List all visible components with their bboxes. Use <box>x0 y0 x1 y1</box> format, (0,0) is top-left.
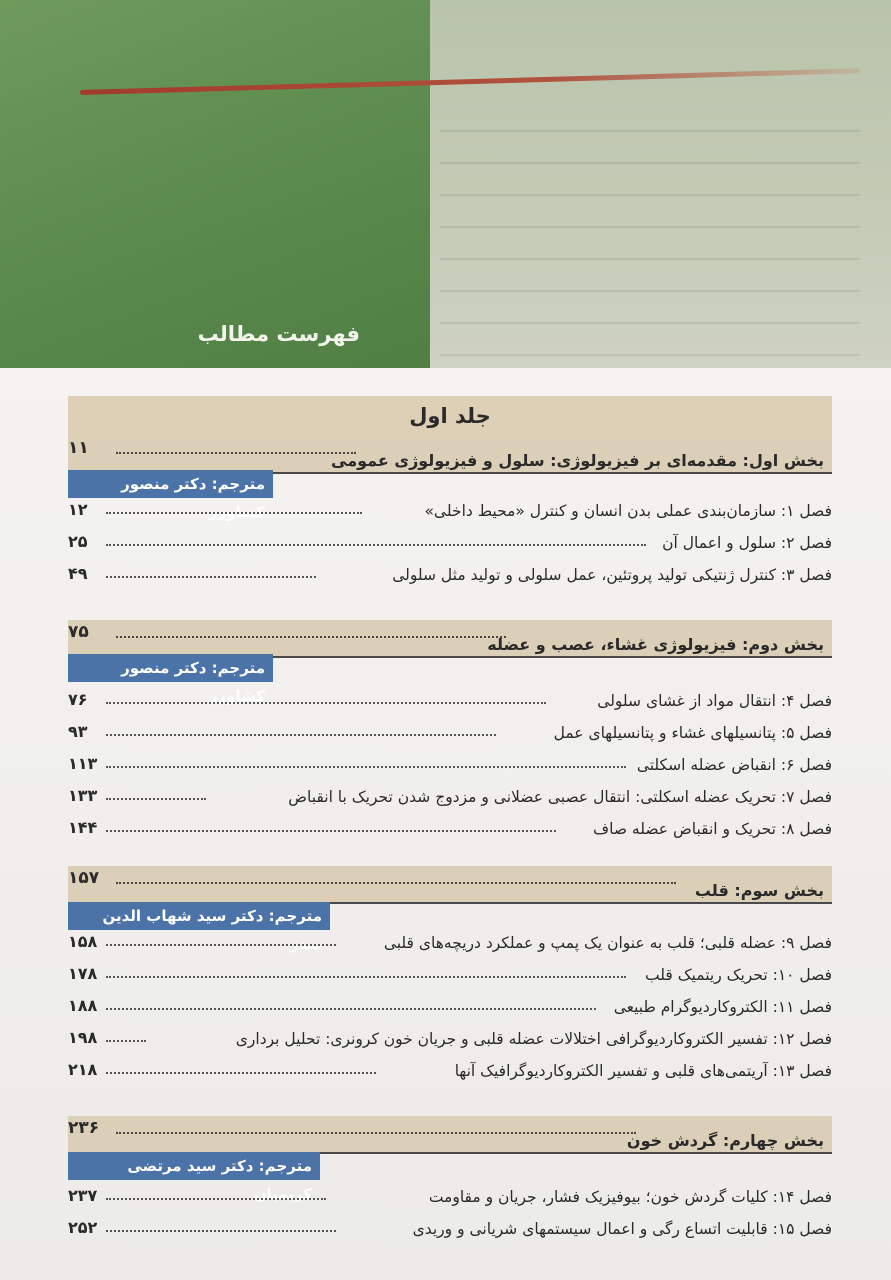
chapter-title: فصل ۱۱: الکتروکاردیوگرام طبیعی <box>613 998 832 1016</box>
dot-leader <box>106 576 316 578</box>
chapter-row[interactable] <box>68 1218 832 1246</box>
chapter-title: فصل ۶: انقباض عضله اسکلتی <box>636 756 832 774</box>
chapter-title: فصل ۱۳: آریتمی‌های قلبی و تفسیر الکتروکاردیوگرافیک آنها <box>454 1062 832 1080</box>
section-page-number: ۱۵۷ <box>68 868 100 888</box>
dot-leader <box>106 1040 146 1042</box>
dot-leader <box>116 636 506 638</box>
chapter-page-number: ۷۶ <box>68 690 88 709</box>
dot-leader <box>106 544 646 546</box>
chapter-page-number: ۱۹۸ <box>68 1028 98 1047</box>
chapter-page-number: ۱۷۸ <box>68 964 98 983</box>
section-page-number: ۱۱ <box>68 438 89 458</box>
chapter-page-number: ۲۵ <box>68 532 88 551</box>
dot-leader <box>106 702 546 704</box>
chapter-page-number: ۱۳۳ <box>68 786 98 805</box>
chapter-page-number: ۱۲ <box>68 500 88 519</box>
dot-leader <box>116 452 356 454</box>
chapter-row[interactable] <box>68 690 832 718</box>
chapter-row[interactable] <box>68 1186 832 1214</box>
dot-leader <box>106 944 336 946</box>
chapter-row[interactable] <box>68 1028 832 1056</box>
chapter-page-number: ۱۱۳ <box>68 754 98 773</box>
chapter-title: فصل ۵: پتانسیلهای غشاء و پتانسیلهای عمل <box>553 724 832 742</box>
chapter-title: فصل ۱۵: قابلیت اتساع رگی و اعمال سیستمهای شریانی و وریدی <box>412 1220 832 1238</box>
cover-green-panel <box>0 0 430 372</box>
section-header <box>68 620 832 658</box>
dot-leader <box>116 1132 636 1134</box>
toc-heading: فهرست مطالب <box>197 322 360 346</box>
chapter-title: فصل ۴: انتقال مواد از غشای سلولی <box>597 692 832 710</box>
dot-leader <box>106 1008 596 1010</box>
volume-title: جلد اول <box>68 396 832 436</box>
chapter-title: فصل ۳: کنترل ژنتیکی تولید پروتئین، عمل سلولی و تولید مثل سلولی <box>392 566 832 584</box>
section-title: بخش چهارم: گردش خون <box>626 1131 824 1150</box>
chapter-title: فصل ۱۴: کلیات گردش خون؛ بیوفیزیک فشار، جریان و مقاومت <box>428 1188 832 1206</box>
dot-leader <box>106 1072 376 1074</box>
dot-leader <box>106 1230 336 1232</box>
section-header <box>68 1116 832 1154</box>
chapter-page-number: ۴۹ <box>68 564 88 583</box>
translator-label: مترجم: دکتر منصور کشاورز <box>68 654 273 682</box>
chapter-title: فصل ۹: عضله قلبی؛ قلب به عنوان یک پمپ و عملکرد دریچه‌های قلبی <box>383 934 832 952</box>
chapter-title: فصل ۲: سلول و اعمال آن <box>662 534 832 552</box>
chapter-page-number: ۲۱۸ <box>68 1060 98 1079</box>
section-page-number: ۲۳۶ <box>68 1118 100 1138</box>
translator-label: مترجم: دکتر سید مرتضی کریمیان <box>68 1152 320 1180</box>
chapter-row[interactable] <box>68 964 832 992</box>
chapter-row[interactable] <box>68 786 832 814</box>
chapter-page-number: ۱۸۸ <box>68 996 98 1015</box>
chapter-page-number: ۱۵۸ <box>68 932 98 951</box>
chapter-title: فصل ۱: سازمان‌بندی عملی بدن انسان و کنترل «محیط داخلی» <box>424 502 832 520</box>
section-header <box>68 436 832 474</box>
section-title: بخش اول: مقدمه‌ای بر فیزیولوژی: سلول و فیزیولوژی عمومی <box>331 451 824 470</box>
chapter-row[interactable] <box>68 500 832 528</box>
chapter-row[interactable] <box>68 722 832 750</box>
dot-leader <box>116 882 676 884</box>
chapter-title: فصل ۱۰: تحریک ریتمیک قلب <box>645 966 832 984</box>
chapter-row[interactable] <box>68 1060 832 1088</box>
chapter-page-number: ۹۳ <box>68 722 88 741</box>
translator-label: مترجم: دکتر سید شهاب الدین صدر <box>68 902 330 930</box>
chapter-title: فصل ۱۲: تفسیر الکتروکاردیوگرافی اختلالات عضله قلبی و جریان خون کرونری: تحلیل برداری <box>235 1030 832 1048</box>
chapter-title: فصل ۷: تحریک عضله اسکلتی: انتقال عصبی عضلانی و مزدوج شدن تحریک با انقباض <box>288 788 832 806</box>
chapter-page-number: ۱۴۴ <box>68 818 98 837</box>
chapter-title: فصل ۸: تحریک و انقباض عضله صاف <box>593 820 832 838</box>
dot-leader <box>106 734 496 736</box>
section-page-number: ۷۵ <box>68 622 89 642</box>
chapter-row[interactable] <box>68 564 832 592</box>
dot-leader <box>106 830 556 832</box>
section-title: بخش سوم: قلب <box>694 881 824 900</box>
dot-leader <box>106 512 362 514</box>
bleed-through-text <box>440 100 860 360</box>
chapter-page-number: ۲۵۲ <box>68 1218 98 1237</box>
translator-label: مترجم: دکتر منصور کشاورز <box>68 470 273 498</box>
dot-leader <box>106 766 626 768</box>
dot-leader <box>106 976 626 978</box>
chapter-row[interactable] <box>68 754 832 782</box>
section-title: بخش دوم: فیزیولوژی غشاء، عصب و عضله <box>487 635 824 654</box>
chapter-row[interactable] <box>68 532 832 560</box>
dot-leader <box>106 798 206 800</box>
chapter-page-number: ۲۳۷ <box>68 1186 98 1205</box>
chapter-row[interactable] <box>68 818 832 846</box>
chapter-row[interactable] <box>68 932 832 960</box>
chapter-row[interactable] <box>68 996 832 1024</box>
section-header <box>68 866 832 904</box>
dot-leader <box>106 1198 326 1200</box>
